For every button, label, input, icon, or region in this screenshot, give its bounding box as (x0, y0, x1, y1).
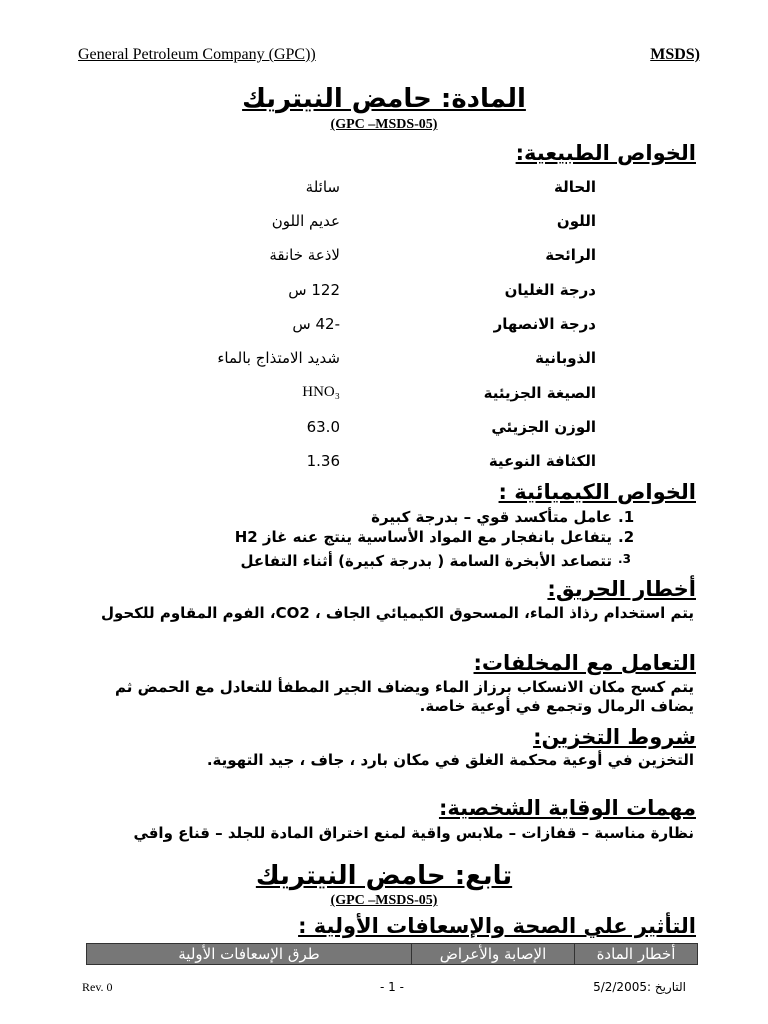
page-number: - 1 - (380, 980, 404, 994)
list-item-number: 3. (618, 552, 631, 566)
waste-handling-heading: التعامل مع المخلفات: (473, 651, 696, 675)
column-header: طرق الإسعافات الأولية (87, 944, 412, 965)
document-type: MSDS) (650, 46, 700, 63)
property-label: الحالة (554, 178, 596, 196)
property-value: عديم اللون (271, 212, 340, 230)
waste-handling-text: يتم كسح مكان الانسكاب برزاز الماء ويضاف الجير المطفأ للتعادل مع الحمض ثم يضاف الرمال وتجمع في أوعية خاصة. (115, 678, 694, 715)
ppe-text: نظارة مناسبة – قفازات – ملابس واقية لمنع اختراق المادة للجلد – قناع واقي (133, 824, 694, 842)
property-label: درجة الانصهار (493, 315, 596, 333)
property-label: الوزن الجزيئي (491, 418, 596, 436)
revision: Rev. 0 (82, 980, 113, 994)
property-value: سائلة (305, 178, 340, 196)
property-label: الصيغة الجزيئية (483, 384, 596, 402)
storage-conditions-text: التخزين في أوعية محكمة الغلق في مكان بارد ، جاف ، جيد التهوية. (206, 751, 694, 769)
issue-date: التاريخ :5/2/2005 (593, 980, 686, 994)
property-label: الذوبانية (535, 349, 596, 367)
property-value: -42 س (292, 315, 340, 333)
property-label: درجة الغليان (504, 281, 596, 299)
physical-properties-heading: الخواص الطبيعية: (515, 141, 696, 165)
property-value: 1.36 (306, 452, 340, 470)
fire-hazards-text: يتم استخدام رذاذ الماء، المسحوق الكيميائي الجاف ، CO2، الفوم المقاوم للكحول (100, 604, 694, 622)
fire-hazards-heading: أخطار الحريق: (547, 577, 696, 601)
property-value: 63.0 (306, 418, 340, 436)
list-item-number: 2. (618, 528, 635, 546)
continued-code: (GPC –MSDS-05) (330, 893, 438, 908)
property-value: شديد الامتذاج بالماء (217, 349, 340, 367)
property-label: الرائحة (545, 246, 596, 264)
table-header-row (87, 944, 698, 965)
document-code: (GPC –MSDS-05) (330, 117, 438, 132)
ppe-heading: مهمات الوقاية الشخصية: (438, 796, 696, 820)
list-item-text: تتصاعد الأبخرة السامة ( بدرجة كبيرة) أثناء التفاعل (240, 552, 612, 570)
property-value: HNO₃ (302, 384, 340, 400)
list-item-number: 1. (618, 508, 635, 526)
first-aid-table (86, 943, 698, 965)
property-value: لاذعة خانقة (269, 246, 340, 264)
column-header: أخطار المادة (575, 944, 698, 965)
continued-title: تابع: حامض النيتريك (255, 861, 513, 891)
storage-conditions-heading: شروط التخزين: (533, 725, 696, 749)
list-item (240, 552, 631, 570)
chemical-properties-heading: الخواص الكيميائية : (498, 480, 696, 504)
list-item-text: يتفاعل بانفجار مع المواد الأساسية ينتج عنه غاز H2 (234, 528, 612, 546)
property-label: الكثافة النوعية (488, 452, 596, 470)
company-name: General Petroleum Company (GPC)) (78, 46, 316, 63)
list-item (234, 528, 635, 546)
property-label: اللون (556, 212, 596, 230)
column-header: الإصابة والأعراض (412, 944, 575, 965)
page-title: المادة: حامض النيتريك (242, 84, 526, 114)
list-item-text: عامل متأكسد قوي – بدرجة كبيرة (371, 508, 612, 526)
health-first-aid-heading: التأثير علي الصحة والإسعافات الأولية : (298, 914, 696, 938)
property-value: 122 س (288, 281, 340, 299)
list-item (371, 508, 635, 526)
